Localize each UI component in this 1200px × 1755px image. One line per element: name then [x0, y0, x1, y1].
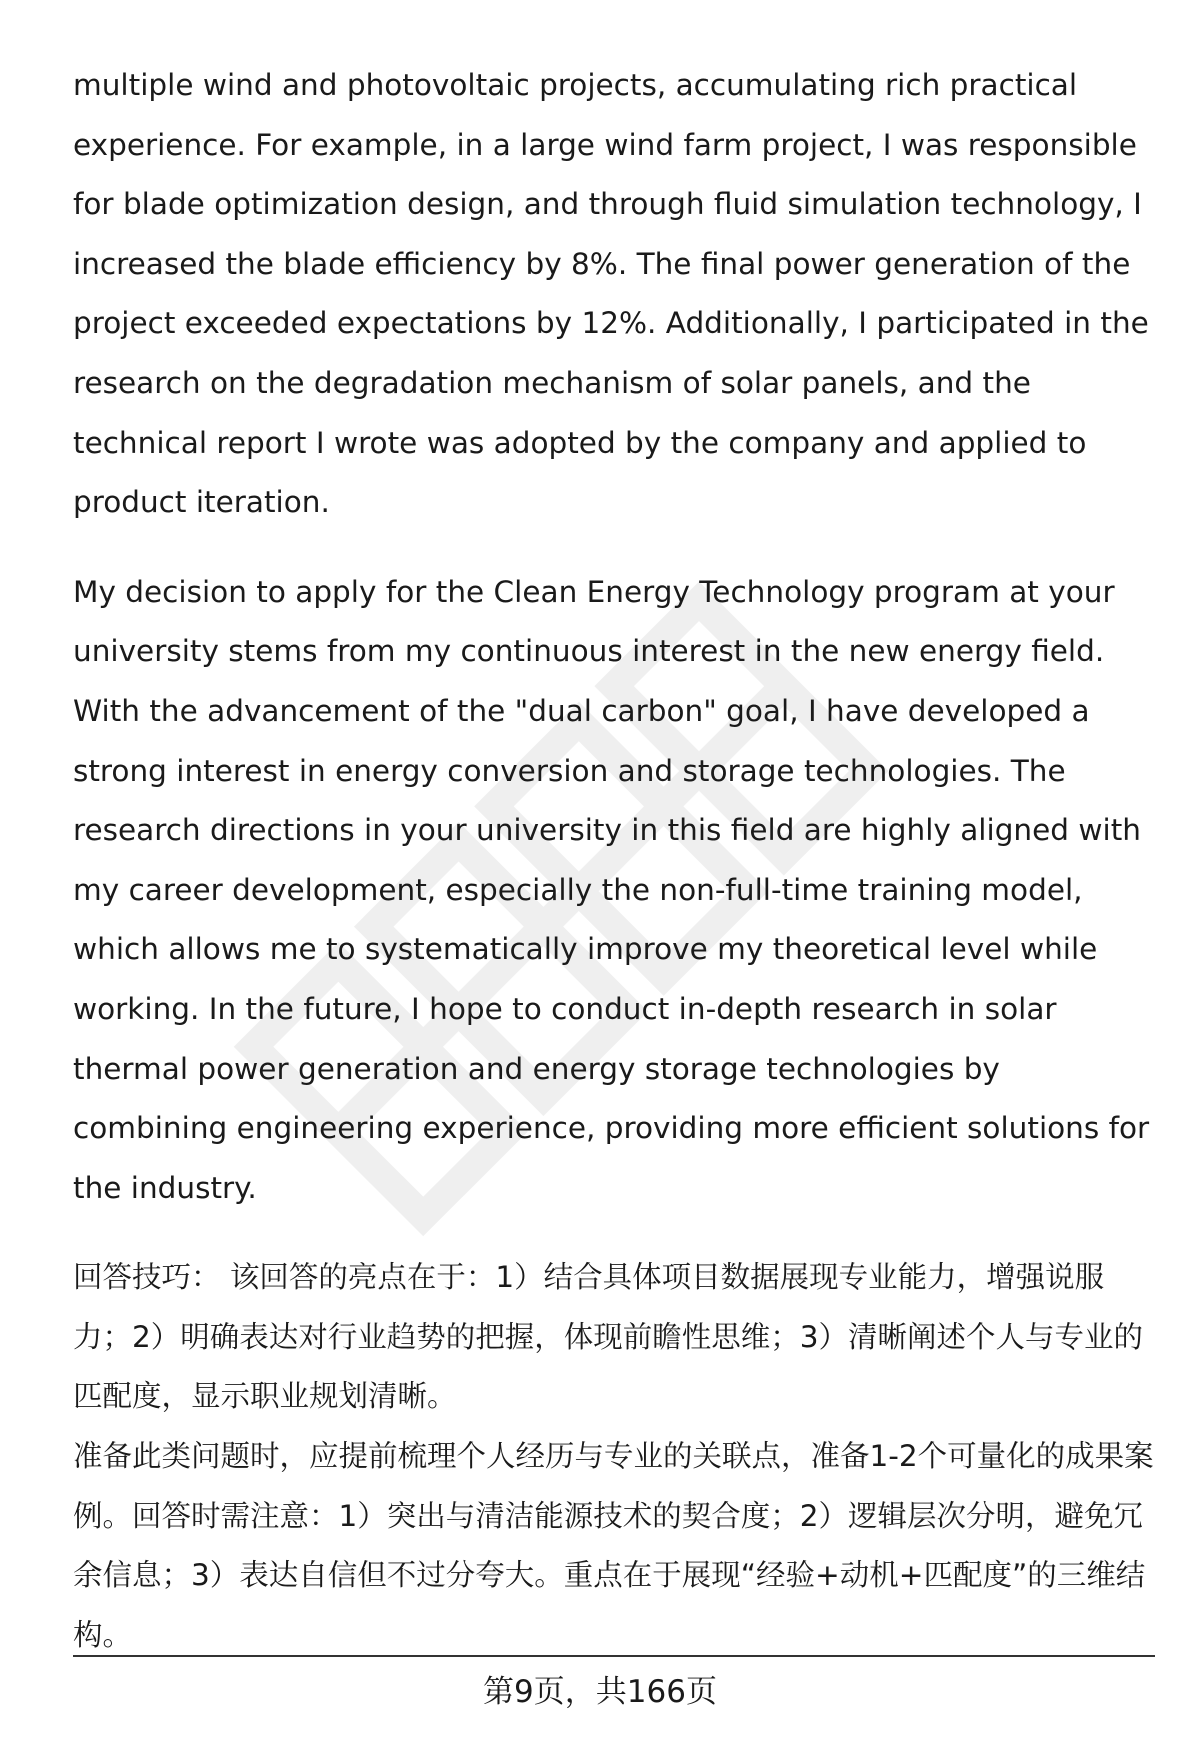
footer-divider [73, 1655, 1155, 1657]
page-number: 第9页，共166页 [483, 1674, 717, 1710]
body-paragraph-2: My decision to apply for the Clean Energy Technology program at your university stems from my continuous interest in the new energy field. With the advancement of the "dual carbon" goal, I have developed a strong interest in energy conversion and storage technologies. The research directions in your university in this field are highly aligned with my career development, especially the non-full-time training model, which allows me to systematically improve my theoretical level while working. In the future, I hope to conduct in-depth research in solar thermal power generation and energy storage technologies by combining engineering experience, providing more efficient solutions for the industry. [73, 574, 1150, 1205]
preparation-tips-paragraph: 准备此类问题时，应提前梳理个人经历与专业的关联点，准备1-2个可量化的成果案例。回答时需注意：1）突出与清洁能源技术的契合度；2）逻辑层次分明，避免冗余信息；3）表达自信但不过分夸大。重点在于展现“经验+动机+匹配度”的三维结构。 [73, 1439, 1154, 1652]
document-body [73, 56, 1163, 1665]
body-paragraph-1: multiple wind and photovoltaic projects, accumulating rich practical experience. For example, in a large wind farm project, I was responsible for blade optimization design, and through fluid simulation technology, I increased the blade efficiency by 8%. The final power generation of the project exceeded expectations by 12%. Additionally, I participated in the research on the degradation mechanism of solar panels, and the technical report I wrote was adopted by the company and applied to product iteration. [73, 68, 1149, 520]
answer-tips-paragraph: 回答技巧： 该回答的亮点在于：1）结合具体项目数据展现专业能力，增强说服力；2）明确表达对行业趋势的把握，体现前瞻性思维；3）清晰阐述个人与专业的匹配度，显示职业规划清晰。 [73, 1260, 1144, 1414]
